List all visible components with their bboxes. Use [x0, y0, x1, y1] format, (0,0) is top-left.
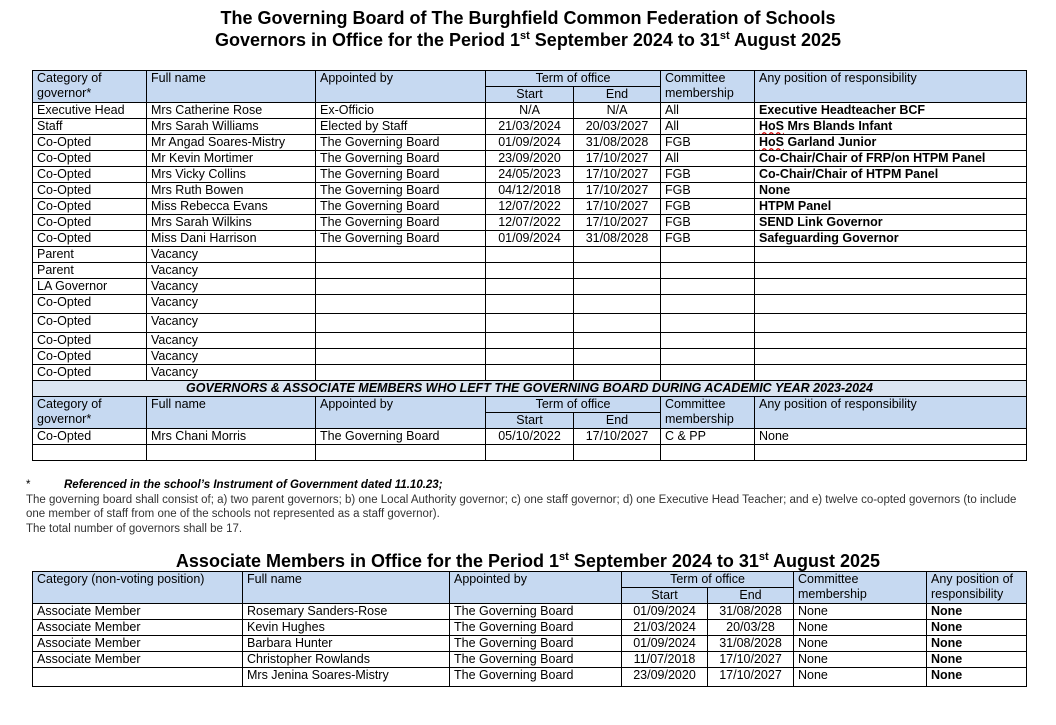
cell-appointed [316, 349, 486, 365]
cell-start: 01/09/2024 [486, 231, 574, 247]
cell-name: Miss Dani Harrison [147, 231, 316, 247]
document-title [0, 7, 1056, 51]
associate-row [33, 668, 1027, 687]
cell-start: 04/12/2018 [486, 183, 574, 199]
cell-category: Co-Opted [33, 365, 147, 381]
assoc-col-header-term: Term of office [622, 572, 794, 588]
cell-name: Vacancy [147, 365, 316, 381]
left-col-header-term: Term of office [486, 397, 661, 413]
cell-end [574, 365, 661, 381]
governor-row [33, 119, 1027, 135]
cell-end [574, 349, 661, 365]
col-header-end: End [574, 87, 661, 103]
cell-end: N/A [574, 103, 661, 119]
cell-position: HoS Garland Junior [755, 135, 1027, 151]
cell-end: 17/10/2027 [574, 183, 661, 199]
cell-appointed: The Governing Board [450, 668, 622, 687]
cell-appointed: Elected by Staff [316, 119, 486, 135]
cell-end: 17/10/2027 [574, 429, 661, 445]
cell-committee [661, 279, 755, 295]
assoc-col-header-committee: Committee membership [794, 572, 927, 604]
cell-committee: C & PP [661, 429, 755, 445]
cell-name: Kevin Hughes [243, 620, 450, 636]
governor-row [33, 349, 1027, 365]
col-header-start: Start [486, 87, 574, 103]
empty-cell [316, 445, 486, 461]
title-line-1: The Governing Board of The Burghfield Common Federation of Schools [220, 8, 836, 28]
cell-committee [661, 247, 755, 263]
governor-row [33, 135, 1027, 151]
spellcheck-flag: HoS [759, 119, 784, 133]
left-col-header-end: End [574, 413, 661, 429]
cell-start [486, 333, 574, 349]
governor-row [33, 151, 1027, 167]
governor-row [33, 333, 1027, 349]
cell-name: Mr Kevin Mortimer [147, 151, 316, 167]
associate-row [33, 604, 1027, 620]
governor-row [33, 199, 1027, 215]
cell-category: Co-Opted [33, 333, 147, 349]
title-line-2: Governors in Office for the Period 1st September 2024 to 31st August 2025 [214, 30, 842, 50]
cell-position: None [755, 183, 1027, 199]
cell-end: 17/10/2027 [574, 199, 661, 215]
governors-table-body [33, 103, 1027, 381]
cell-position [755, 333, 1027, 349]
cell-start: 01/09/2024 [622, 636, 708, 652]
left-col-header-committee: Committee membership [661, 397, 755, 429]
cell-position [755, 295, 1027, 314]
cell-position: None [927, 620, 1027, 636]
cell-position: Safeguarding Governor [755, 231, 1027, 247]
cell-committee [661, 365, 755, 381]
cell-appointed: The Governing Board [316, 199, 486, 215]
cell-committee: None [794, 620, 927, 636]
cell-start: 01/09/2024 [622, 604, 708, 620]
left-section-title: GOVERNORS & ASSOCIATE MEMBERS WHO LEFT THE GOVERNING BOARD DURING ACADEMIC YEAR 2023-2024 [33, 381, 1027, 397]
cell-name: Mrs Catherine Rose [147, 103, 316, 119]
cell-appointed: The Governing Board [450, 652, 622, 668]
col-header-committee: Committee membership [661, 71, 755, 103]
cell-committee: None [794, 636, 927, 652]
cell-end: 31/08/2028 [574, 135, 661, 151]
cell-name: Christopher Rowlands [243, 652, 450, 668]
governor-row [33, 103, 1027, 119]
cell-end: 17/10/2027 [574, 151, 661, 167]
assoc-col-header-end: End [708, 588, 794, 604]
spellcheck-flag: HoS [759, 135, 784, 149]
cell-category: Co-Opted [33, 314, 147, 333]
cell-end: 31/08/2028 [708, 636, 794, 652]
cell-name: Mrs Jenina Soares-Mistry [243, 668, 450, 687]
cell-start [486, 349, 574, 365]
cell-start: 11/07/2018 [622, 652, 708, 668]
cell-category: LA Governor [33, 279, 147, 295]
cell-start: 12/07/2022 [486, 215, 574, 231]
cell-position [755, 349, 1027, 365]
cell-name: Vacancy [147, 279, 316, 295]
governor-row [33, 365, 1027, 381]
left-table-body [33, 429, 1027, 461]
cell-appointed: The Governing Board [450, 620, 622, 636]
cell-end: 31/08/2028 [708, 604, 794, 620]
cell-category: Co-Opted [33, 167, 147, 183]
cell-appointed: The Governing Board [316, 151, 486, 167]
cell-category: Co-Opted [33, 231, 147, 247]
cell-position [755, 314, 1027, 333]
governors-table [32, 70, 1027, 461]
cell-position: None [755, 429, 1027, 445]
cell-appointed [316, 295, 486, 314]
cell-category: Executive Head [33, 103, 147, 119]
col-header-position: Any position of responsibility [755, 71, 1027, 103]
empty-row [33, 445, 1027, 461]
cell-position: None [927, 668, 1027, 687]
governors-table-header [33, 71, 1027, 103]
cell-category: Parent [33, 247, 147, 263]
cell-appointed: The Governing Board [316, 215, 486, 231]
assoc-col-header-full-name: Full name [243, 572, 450, 604]
cell-category [33, 668, 243, 687]
cell-position: Executive Headteacher BCF [755, 103, 1027, 119]
cell-position [755, 365, 1027, 381]
associate-row [33, 652, 1027, 668]
cell-start: 12/07/2022 [486, 199, 574, 215]
cell-position: None [927, 604, 1027, 620]
cell-category: Co-Opted [33, 429, 147, 445]
cell-position [755, 263, 1027, 279]
cell-end [574, 314, 661, 333]
left-governor-row [33, 429, 1027, 445]
cell-end: 17/10/2027 [708, 668, 794, 687]
assoc-col-header-start: Start [622, 588, 708, 604]
associates-title: Associate Members in Office for the Period 1st September 2024 to 31st August 2025 [175, 551, 881, 571]
cell-name: Vacancy [147, 349, 316, 365]
cell-committee: FGB [661, 183, 755, 199]
cell-name: Barbara Hunter [243, 636, 450, 652]
cell-start [486, 314, 574, 333]
cell-start [486, 247, 574, 263]
cell-committee: All [661, 119, 755, 135]
notes [26, 478, 1036, 536]
cell-committee: FGB [661, 135, 755, 151]
empty-cell [33, 445, 147, 461]
cell-name: Vacancy [147, 263, 316, 279]
cell-end: 20/03/28 [708, 620, 794, 636]
cell-name: Vacancy [147, 333, 316, 349]
cell-end [574, 279, 661, 295]
cell-start [486, 263, 574, 279]
col-header-term: Term of office [486, 71, 661, 87]
cell-appointed [316, 279, 486, 295]
cell-committee [661, 295, 755, 314]
cell-end: 17/10/2027 [574, 167, 661, 183]
cell-category: Co-Opted [33, 135, 147, 151]
cell-category: Associate Member [33, 652, 243, 668]
cell-committee: FGB [661, 167, 755, 183]
cell-start: 23/09/2020 [622, 668, 708, 687]
cell-position: HTPM Panel [755, 199, 1027, 215]
associate-row [33, 620, 1027, 636]
cell-position: None [927, 652, 1027, 668]
cell-name: Miss Rebecca Evans [147, 199, 316, 215]
cell-start [486, 365, 574, 381]
cell-position: None [927, 636, 1027, 652]
cell-name: Mrs Chani Morris [147, 429, 316, 445]
cell-category: Staff [33, 119, 147, 135]
cell-start: 23/09/2020 [486, 151, 574, 167]
cell-appointed [316, 314, 486, 333]
cell-end: 31/08/2028 [574, 231, 661, 247]
empty-cell [147, 445, 316, 461]
left-section [33, 381, 1027, 429]
empty-cell [661, 445, 755, 461]
cell-end: 20/03/2027 [574, 119, 661, 135]
cell-start [486, 279, 574, 295]
cell-appointed: The Governing Board [316, 429, 486, 445]
cell-end: 17/10/2027 [574, 215, 661, 231]
cell-appointed [316, 247, 486, 263]
cell-appointed: Ex-Officio [316, 103, 486, 119]
cell-committee: None [794, 604, 927, 620]
cell-name: Vacancy [147, 314, 316, 333]
cell-start: 24/05/2023 [486, 167, 574, 183]
cell-name: Vacancy [147, 295, 316, 314]
cell-end [574, 247, 661, 263]
cell-committee: None [794, 652, 927, 668]
governor-row [33, 215, 1027, 231]
col-header-full-name: Full name [147, 71, 316, 103]
cell-name: Mrs Sarah Wilkins [147, 215, 316, 231]
assoc-col-header-category: Category (non-voting position) [33, 572, 243, 604]
cell-committee: FGB [661, 199, 755, 215]
cell-position: HoS Mrs Blands Infant [755, 119, 1027, 135]
left-col-header-category: Category of governor* [33, 397, 147, 429]
cell-category: Co-Opted [33, 295, 147, 314]
cell-committee [661, 263, 755, 279]
empty-cell [486, 445, 574, 461]
cell-appointed: The Governing Board [316, 167, 486, 183]
cell-end [574, 263, 661, 279]
notes-reference: * Referenced in the school’s Instrument of Government dated 11.10.23; [26, 479, 443, 491]
cell-appointed: The Governing Board [450, 604, 622, 620]
governor-row [33, 314, 1027, 333]
notes-total: The total number of governors shall be 17. [26, 522, 243, 535]
governor-row [33, 263, 1027, 279]
notes-composition: The governing board shall consist of; a) two parent governors; b) one Local Authority governor; c) one staff governor; d) one Executive Head Teacher; and e) twelve co-opted governors (to include one member of staff from one of the schools not represented as a staff governor). [26, 493, 1017, 520]
cell-end: 17/10/2027 [708, 652, 794, 668]
left-col-header-full-name: Full name [147, 397, 316, 429]
assoc-col-header-position: Any position of responsibility [927, 572, 1027, 604]
governor-row [33, 231, 1027, 247]
cell-position: Co-Chair/Chair of HTPM Panel [755, 167, 1027, 183]
cell-committee [661, 314, 755, 333]
cell-category: Co-Opted [33, 349, 147, 365]
assoc-col-header-appointed-by: Appointed by [450, 572, 622, 604]
cell-committee: FGB [661, 231, 755, 247]
cell-position [755, 247, 1027, 263]
cell-name: Mrs Sarah Williams [147, 119, 316, 135]
cell-end [574, 333, 661, 349]
left-col-header-appointed-by: Appointed by [316, 397, 486, 429]
governor-row [33, 279, 1027, 295]
cell-appointed: The Governing Board [450, 636, 622, 652]
cell-appointed [316, 263, 486, 279]
cell-category: Co-Opted [33, 199, 147, 215]
empty-cell [755, 445, 1027, 461]
cell-category: Parent [33, 263, 147, 279]
cell-appointed [316, 333, 486, 349]
cell-category: Associate Member [33, 604, 243, 620]
cell-start: 21/03/2024 [622, 620, 708, 636]
associate-row [33, 636, 1027, 652]
cell-appointed: The Governing Board [316, 231, 486, 247]
cell-position: Co-Chair/Chair of FRP/on HTPM Panel [755, 151, 1027, 167]
cell-name: Vacancy [147, 247, 316, 263]
cell-appointed [316, 365, 486, 381]
cell-name: Mrs Ruth Bowen [147, 183, 316, 199]
cell-committee: None [794, 668, 927, 687]
associates-table-body [33, 604, 1027, 687]
cell-name: Mr Angad Soares-Mistry [147, 135, 316, 151]
cell-position: SEND Link Governor [755, 215, 1027, 231]
cell-appointed: The Governing Board [316, 183, 486, 199]
cell-committee [661, 349, 755, 365]
col-header-category: Category of governor* [33, 71, 147, 103]
cell-start [486, 295, 574, 314]
cell-name: Rosemary Sanders-Rose [243, 604, 450, 620]
cell-category: Associate Member [33, 636, 243, 652]
governor-row [33, 247, 1027, 263]
cell-appointed: The Governing Board [316, 135, 486, 151]
left-col-header-start: Start [486, 413, 574, 429]
left-col-header-position: Any position of responsibility [755, 397, 1027, 429]
cell-start: N/A [486, 103, 574, 119]
governor-row [33, 295, 1027, 314]
cell-start: 21/03/2024 [486, 119, 574, 135]
cell-category: Co-Opted [33, 215, 147, 231]
associates-table [32, 571, 1027, 687]
cell-committee: FGB [661, 215, 755, 231]
governor-row [33, 167, 1027, 183]
governor-row [33, 183, 1027, 199]
cell-committee: All [661, 103, 755, 119]
cell-start: 01/09/2024 [486, 135, 574, 151]
associates-table-header [33, 572, 1027, 604]
col-header-appointed-by: Appointed by [316, 71, 486, 103]
empty-cell [574, 445, 661, 461]
cell-name: Mrs Vicky Collins [147, 167, 316, 183]
cell-category: Co-Opted [33, 151, 147, 167]
cell-committee: All [661, 151, 755, 167]
cell-category: Associate Member [33, 620, 243, 636]
cell-end [574, 295, 661, 314]
cell-position [755, 279, 1027, 295]
cell-committee [661, 333, 755, 349]
cell-start: 05/10/2022 [486, 429, 574, 445]
cell-category: Co-Opted [33, 183, 147, 199]
